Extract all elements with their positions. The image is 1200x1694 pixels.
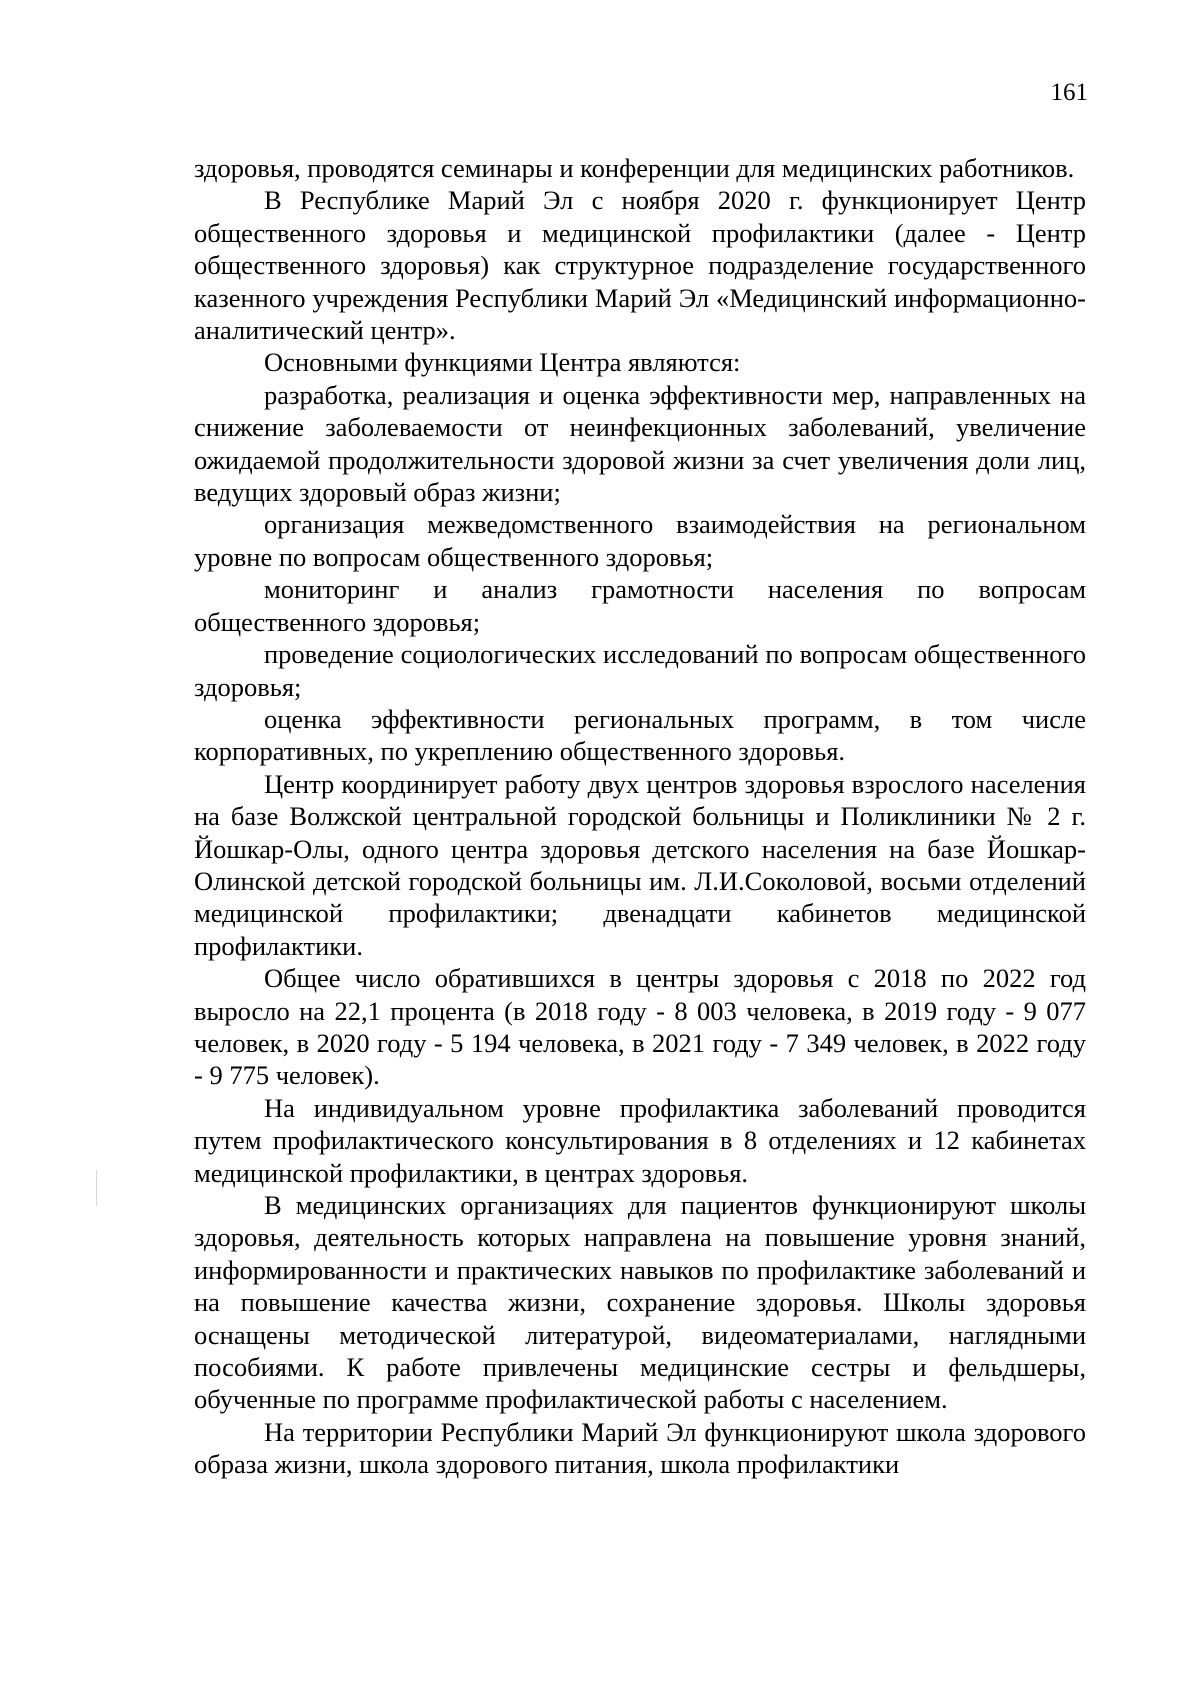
scan-mark [96,1170,97,1206]
list-item-function-5: оценка эффективности региональных программ, в том числе корпоративных, по укреплению общественного здоровья. [194,703,1086,767]
paragraph-territory-schools: На территории Республики Марий Эл функционируют школа здорового образа жизни, школа здорового питания, школа профилактики [194,1416,1086,1480]
list-item-function-3: мониторинг и анализ грамотности населения по вопросам общественного здоровья; [194,574,1086,637]
document-body [194,152,1086,1481]
list-item-function-4: проведение социологических исследований по вопросам общественного здоровья; [194,639,1086,702]
list-item-function-1: разработка, реализация и оценка эффективности мер, направленных на снижение заболеваемости от неинфекционных заболеваний, увеличение ожидаемой продолжительности здоровой жизни за счет увеличения доли лиц, ведущих здоровый образ жизни; [194,379,1086,508]
paragraph-health-schools: В медицинских организациях для пациентов функционируют школы здоровья, деятельность которых направлена на повышение уровня знаний, информированности и практических навыков по профилактике заболеваний и на повышение качества жизни, сохранение здоровья. Школы здоровья оснащены методической литературой, видеоматериалами, наглядными пособиями. К работе привлечены медицинские сестры и фельдшеры, обученные по программе профилактической работы с населением. [194,1190,1086,1415]
paragraph-coordination: Центр координирует работу двух центров здоровья взрослого населения на базе Волжской центральной городской больницы и Поликлиники № 2 г. Йошкар-Олы, одного центра здоровья детского населения на базе Йошкар-Олинской детской городской больницы им. Л.И.Соколовой, восьми отделений медицинской профилактики; двенадцати кабинетов медицинской профилактики. [194,768,1086,961]
paragraph-center-intro: В Республике Марий Эл с ноября 2020 г. функционирует Центр общественного здоровья и медицинской профилактики (далее - Центр общественного здоровья) как структурное подразделение государственного казенного учреждения Республики Марий Эл «Медицинский информационно-аналитический центр». [194,185,1086,346]
paragraph-individual-level: На индивидуальном уровне профилактика заболеваний проводится путем профилактического консультирования в 8 отделениях и 12 кабинетах медицинской профилактики, в центрах здоровья. [194,1092,1086,1188]
page-number: 161 [1050,79,1088,106]
paragraph-continuation: здоровья, проводятся семинары и конференции для медицинских работников. [194,153,1075,183]
list-item-function-2: организация межведомственного взаимодействия на региональном уровне по вопросам общественного здоровья; [194,509,1086,572]
paragraph-functions-heading: Основными функциями Центра являются: [264,347,741,378]
paragraph-statistics: Общее число обратившихся в центры здоровья с 2018 по 2022 год выросло на 22,1 процента (в 2018 году - 8 003 человека, в 2019 году - 9 077 человек, в 2020 году - 5 194 человека, в 2021 году - 7 349 человек, в 2022 году - 9 775 человек). [194,963,1086,1091]
